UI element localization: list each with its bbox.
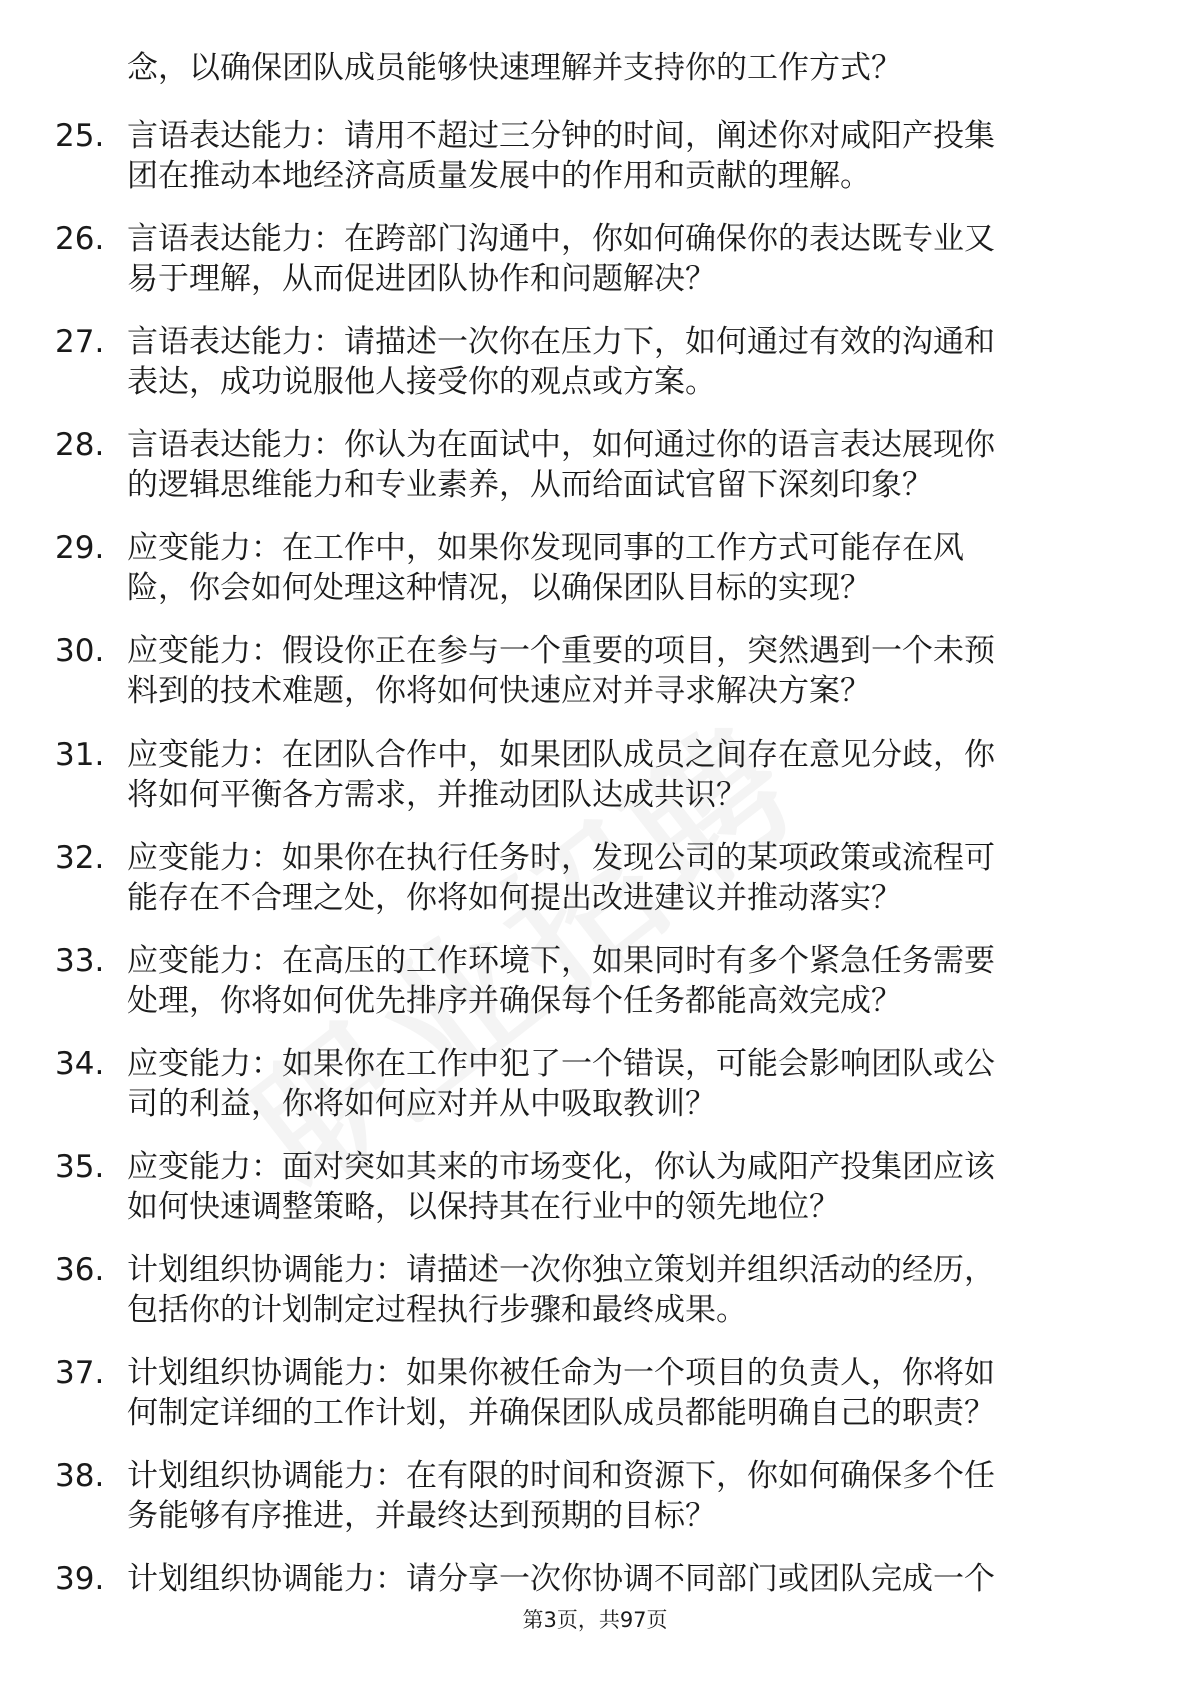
question-text: [127, 1147, 1107, 1227]
list-item: [0, 316, 1190, 419]
question-number: 34.: [55, 1045, 105, 1082]
question-line: 应变能力：在高压的工作环境下，如果同时有多个紧急任务需要: [127, 942, 995, 979]
question-number: 33.: [55, 942, 105, 979]
question-line: 应变能力：面对突如其来的市场变化，你认为咸阳产投集团应该: [127, 1148, 995, 1185]
question-number: 36.: [55, 1252, 105, 1289]
question-text: [127, 1456, 1107, 1536]
continued-text: 念，以确保团队成员能够快速理解并支持你的工作方式？: [127, 50, 902, 86]
question-line: 的逻辑思维能力和专业素养，从而给面试官留下深刻印象？: [127, 467, 933, 504]
list-item: [0, 1141, 1190, 1244]
question-line: 应变能力：在工作中，如果你发现同事的工作方式可能存在风: [127, 530, 964, 567]
question-line: 处理，你将如何优先排序并确保每个任务都能高效完成？: [127, 982, 902, 1019]
question-line: 应变能力：在团队合作中，如果团队成员之间存在意见分歧，你: [127, 736, 995, 773]
question-number: 26.: [55, 221, 105, 258]
question-line: 易于理解，从而促进团队协作和问题解决？: [127, 261, 716, 298]
list-item: [0, 213, 1190, 316]
list-item: [0, 935, 1190, 1038]
question-number: 35.: [55, 1148, 105, 1185]
question-number: 30.: [55, 633, 105, 670]
question-line: 将如何平衡各方需求，并推动团队达成共识？: [127, 776, 747, 813]
question-line: 应变能力：如果你在工作中犯了一个错误，可能会影响团队或公: [127, 1045, 995, 1082]
question-text: [127, 735, 1107, 815]
question-number: 38.: [55, 1458, 105, 1495]
question-line: 言语表达能力：在跨部门沟通中，你如何确保你的表达既专业又: [127, 221, 995, 258]
list-item: [0, 419, 1190, 522]
question-text: [127, 941, 1107, 1021]
question-line: 司的利益，你将如何应对并从中吸取教训？: [127, 1085, 716, 1122]
question-line: 何制定详细的工作计划，并确保团队成员都能明确自己的职责？: [127, 1395, 995, 1432]
question-text: [127, 1044, 1107, 1124]
question-line: 料到的技术难题，你将如何快速应对并寻求解决方案？: [127, 673, 871, 710]
question-line: 如何快速调整策略，以保持其在行业中的领先地位？: [127, 1188, 840, 1225]
question-text: [127, 425, 1107, 505]
question-line: 计划组织协调能力：请描述一次你独立策划并组织活动的经历，: [127, 1252, 995, 1289]
question-text: [127, 1250, 1107, 1330]
list-item: [0, 522, 1190, 625]
list-item: [0, 1244, 1190, 1347]
page-footer: 第3页，共97页: [522, 1608, 668, 1632]
question-line: 言语表达能力：你认为在面试中，如何通过你的语言表达展现你: [127, 427, 995, 464]
question-line: 表达，成功说服他人接受你的观点或方案。: [127, 364, 716, 401]
question-number: 32.: [55, 839, 105, 876]
question-number: 31.: [55, 736, 105, 773]
question-text: [127, 322, 1107, 402]
question-list: [0, 110, 1190, 1656]
question-line: 计划组织协调能力：如果你被任命为一个项目的负责人，你将如: [127, 1355, 995, 1392]
question-text: [127, 838, 1107, 918]
question-number: 25.: [55, 118, 105, 154]
question-number: 37.: [55, 1355, 105, 1392]
question-text: [127, 528, 1107, 608]
question-number: 29.: [55, 530, 105, 567]
question-text: [127, 219, 1107, 299]
question-line: 团在推动本地经济高质量发展中的作用和贡献的理解。: [127, 158, 871, 194]
list-item: [0, 1450, 1190, 1553]
list-item: [0, 1038, 1190, 1141]
question-line: 应变能力：假设你正在参与一个重要的项目，突然遇到一个未预: [127, 633, 995, 670]
question-line: 能存在不合理之处，你将如何提出改进建议并推动落实？: [127, 879, 902, 916]
question-text: [127, 1353, 1107, 1433]
question-number: 39.: [55, 1561, 105, 1598]
question-line: 言语表达能力：请描述一次你在压力下，如何通过有效的沟通和: [127, 324, 995, 361]
question-text: [127, 116, 1107, 196]
list-item: [0, 1553, 1190, 1656]
list-item: [0, 832, 1190, 935]
question-line: 计划组织协调能力：请分享一次你协调不同部门或团队完成一个: [127, 1561, 995, 1598]
question-number: 28.: [55, 427, 105, 464]
question-line: 包括你的计划制定过程执行步骤和最终成果。: [127, 1292, 747, 1329]
question-text: [127, 1559, 1107, 1599]
question-text: [127, 631, 1107, 711]
list-item: [0, 625, 1190, 728]
list-item: [0, 1347, 1190, 1450]
list-item: [0, 110, 1190, 213]
list-item: [0, 729, 1190, 832]
question-line: 言语表达能力：请用不超过三分钟的时间，阐述你对咸阳产投集: [127, 118, 995, 154]
question-number: 27.: [55, 324, 105, 361]
question-line: 险，你会如何处理这种情况，以确保团队目标的实现？: [127, 570, 871, 607]
question-line: 计划组织协调能力：在有限的时间和资源下，你如何确保多个任: [127, 1458, 995, 1495]
question-line: 应变能力：如果你在执行任务时，发现公司的某项政策或流程可: [127, 839, 995, 876]
question-line: 务能够有序推进，并最终达到预期的目标？: [127, 1498, 716, 1535]
